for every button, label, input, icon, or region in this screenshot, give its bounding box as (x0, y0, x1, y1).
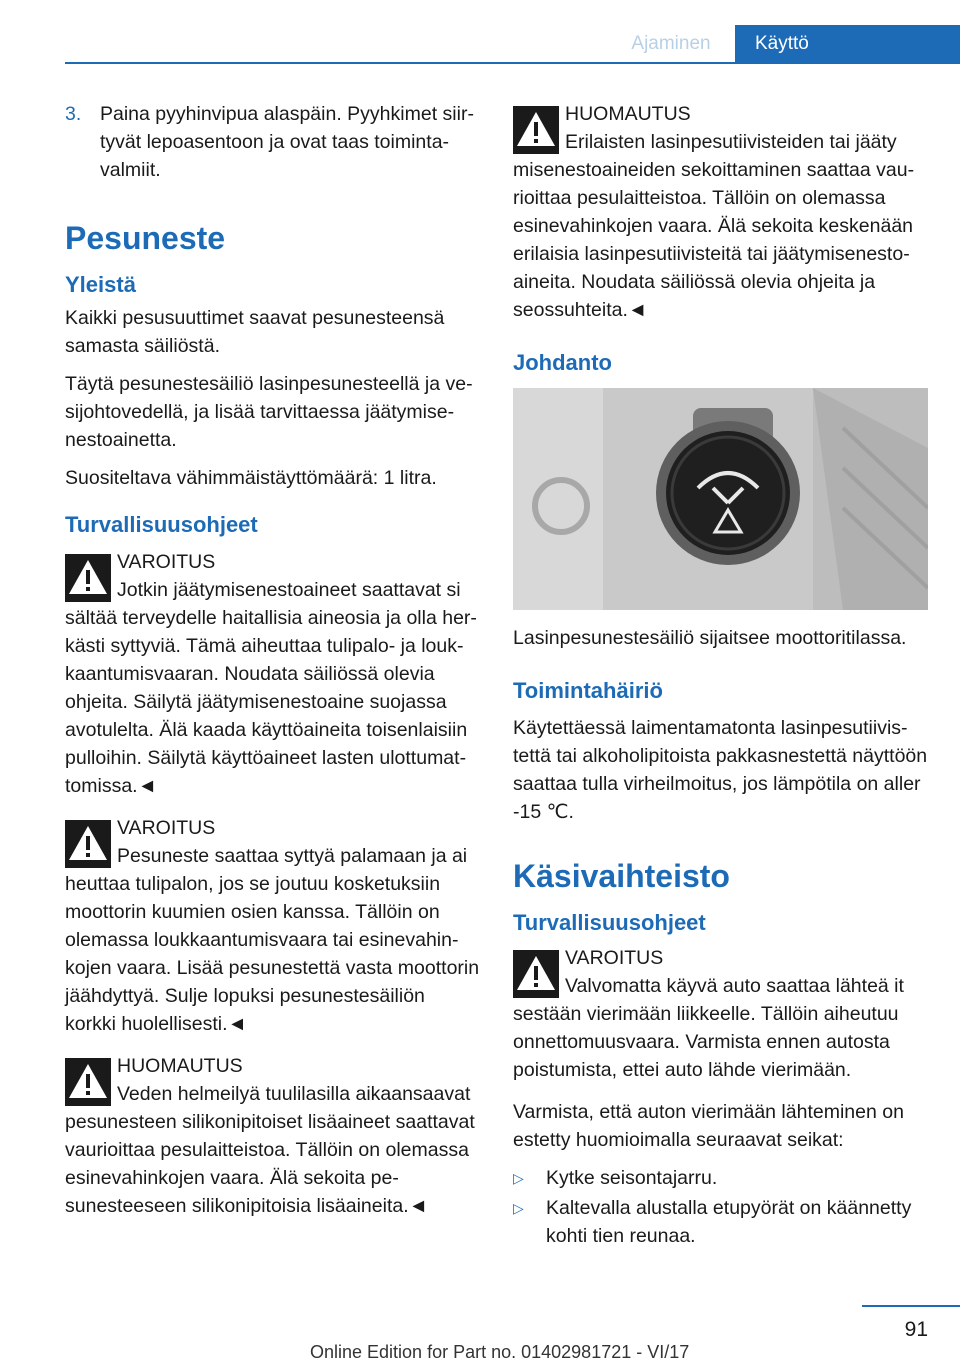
warning-triangle-icon (65, 554, 111, 602)
warning-body: sältää terveydelle haitallisia aineosia ja olla herkästi syttyviä. Tämä aiheuttaa tulipalo- ja loukkaantumisvaaran. Noudata säiliössä olevia ohjeita. Säilytä jäätymisenestoaine suojassa avotulelta. Älä kaada käyttöaineita toisenlaisiin pulloihin. Säilytä käyttöaineet lasten ulottumattomissa.◄ (65, 607, 477, 797)
warning-2 (65, 814, 480, 1038)
header-rule (65, 62, 960, 64)
step-text: Paina pyyhinvipua alaspäin. Pyyhkimet siirtyvät lepoasentoon ja ovat taas toimintavalmiit. (100, 103, 474, 181)
warning-body: sestään vierimään liikkeelle. Tällöin aiheutuu onnettomuusvaara. Varmista ennen autosta poistumista, ettei auto lähde vierimään. (513, 1003, 899, 1081)
warning-first-line: Jotkin jäätymisenestoaineet saattavat si (117, 579, 461, 601)
warning-triangle-icon (65, 820, 111, 868)
warning-title: VAROITUS (565, 947, 664, 969)
notice-first-line: Erilaisten lasinpesutiivisteiden tai jääty (565, 131, 897, 153)
heading-pesuneste: Pesuneste (65, 220, 226, 256)
warning-title: VAROITUS (117, 817, 216, 839)
notice-body: misenestoaineiden sekoittaminen saattaa vaurioittaa pesulaitteistoa. Tällöin on olemassa esinevahinkojen vaara. Älä sekoita keskenään erilaisia lasinpesutiivisteitä tai jäätymisenestoaineita. Noudata säiliössä olevia ohjeita ja seossuhteita.◄ (513, 159, 915, 321)
paragraph-2: Täytä pesunestesäiliö lasinpesunesteellä ja vesijohtovedellä, ja lisää tarvittaessa jäätymisenestoainetta. (65, 373, 473, 451)
paragraph-varmista: Varmista, että auton vierimään lähteminen on estetty huomioimalla seuraavat seikat: (513, 1101, 904, 1151)
header-chapter[interactable]: Käyttö (735, 25, 960, 62)
left-column (65, 100, 480, 1234)
notice-title: HUOMAUTUS (565, 103, 691, 125)
page-number: 91 (904, 1318, 928, 1341)
right-column (513, 100, 928, 1252)
list-item-text: Kytke seisontajarru. (546, 1167, 718, 1189)
heading-turvallisuusohjeet-2: Turvallisuusohjeet (513, 910, 706, 935)
notice-first-line: Veden helmeilyä tuulilasilla aikaansaavat (117, 1083, 471, 1105)
warning-body: heuttaa tulipalon, jos se joutuu kosketuksiin moottorin kuumien osien kanssa. Tällöin on olemassa loukkaantumisvaara tai esinevahinkojen vaara. Lisää pesunestettä vasta moottorin jäähdyttyä. Sulje lopuksi pesunestesäiliön korkki huolellisesti.◄ (65, 873, 480, 1035)
list-item-text: Kaltevalla alustalla etupyörät on käännetty kohti tien reunaa. (546, 1197, 912, 1247)
edition-note: Online Edition for Part no. 01402981721 - VI/17 (310, 1342, 690, 1362)
heading-kasivaihteisto: Käsivaihteisto (513, 858, 730, 894)
heading-toimintahairio: Toimintahäiriö (513, 678, 663, 703)
heading-yleista: Yleistä (65, 272, 136, 297)
paragraph-1: Kaikki pesusuuttimet saavat pesunesteensä samasta säiliöstä. (65, 307, 445, 357)
warning-triangle-icon (65, 1058, 111, 1106)
heading-johdanto: Johdanto (513, 350, 612, 375)
triangle-bullet-icon: ▷ (513, 1200, 524, 1216)
step-3 (65, 100, 480, 184)
photo-caption: Lasinpesunestesäiliö sijaitsee moottoritilassa. (513, 627, 907, 649)
page-header (607, 25, 960, 62)
notice-2 (513, 100, 928, 324)
warning-first-line: Valvomatta käyvä auto saattaa lähteä it (565, 975, 904, 997)
list-item (513, 1164, 928, 1192)
bullet-list (513, 1164, 928, 1250)
step-number: 3. (65, 103, 82, 125)
notice-title: HUOMAUTUS (117, 1055, 243, 1077)
warning-3 (513, 944, 928, 1084)
paragraph-3: Suositeltava vähimmäistäyttömäärä: 1 litra. (65, 467, 437, 489)
warning-triangle-icon (513, 106, 559, 154)
paragraph-toimintahairio: Käytettäessä laimentamatonta lasinpesutiivistettä tai alkoholipitoista pakkasnestettä näyttöön saattaa tulla virheilmoitus, jos lämpötila on aller -15 ℃. (513, 717, 928, 823)
list-item (513, 1194, 928, 1250)
notice-body: pesunesteen silikonipitoiset lisäaineet saattavat vaurioittaa pesulaitteistoa. Tällöin on olemassa esinevahinkojen vaara. Älä sekoita pesunesteeseen silikonipitoisia lisäaineita.◄ (65, 1111, 475, 1217)
heading-turvallisuusohjeet: Turvallisuusohjeet (65, 512, 258, 537)
warning-triangle-icon (513, 950, 559, 998)
footer-rule (862, 1305, 960, 1307)
warning-title: VAROITUS (117, 551, 216, 573)
header-section[interactable]: Ajaminen (631, 32, 711, 54)
washer-reservoir-photo (513, 388, 928, 610)
warning-1 (65, 548, 480, 800)
triangle-bullet-icon: ▷ (513, 1170, 524, 1186)
notice-1 (65, 1052, 480, 1220)
warning-first-line: Pesuneste saattaa syttyä palamaan ja ai (117, 845, 468, 867)
